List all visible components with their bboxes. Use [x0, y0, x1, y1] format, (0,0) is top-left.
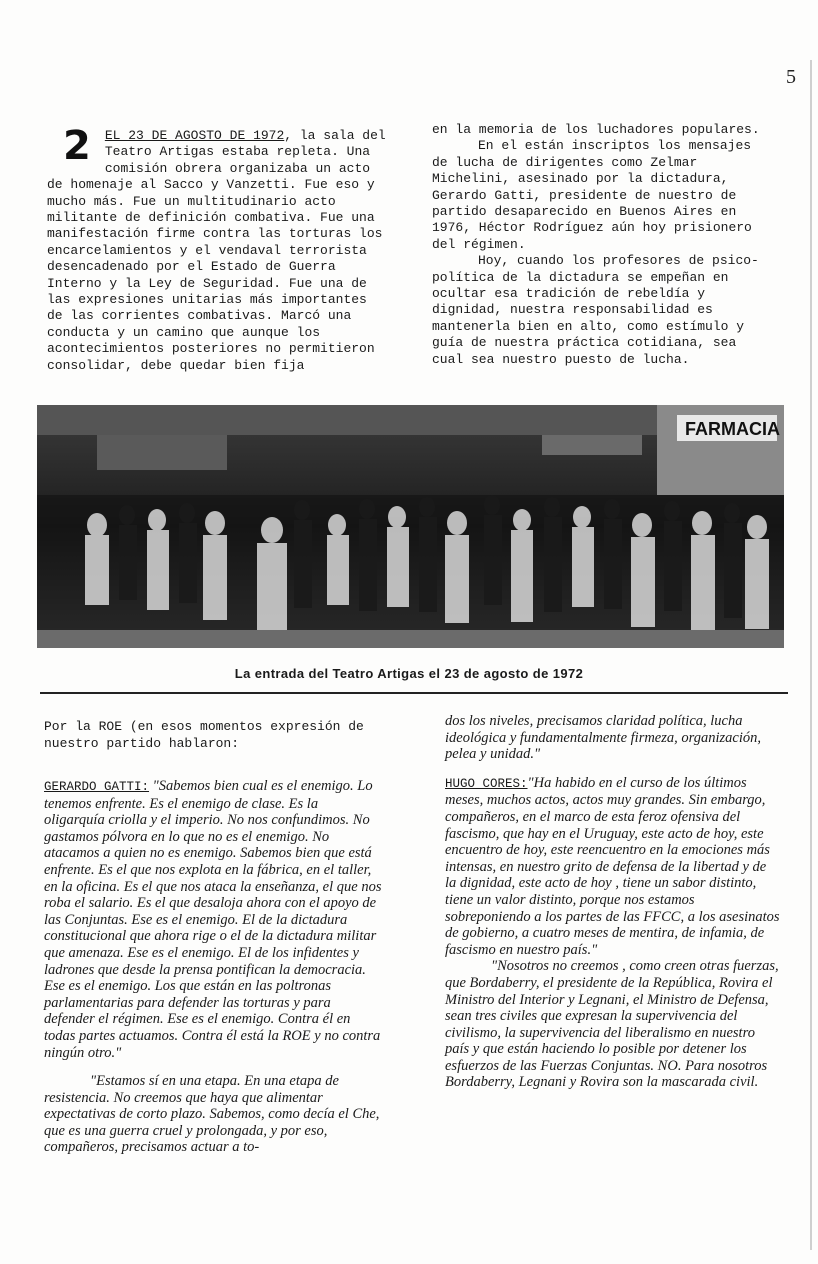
cores-speech: [445, 775, 781, 959]
intro-paragraph: [47, 123, 387, 374]
responsibility-paragraph: Hoy, cuando los profesores de psico-política de la dictadura se empeñan en ocultar esa tradición de rebeldía y dignidad, nuestra responsabilidad es mantenerla bien en alto, como estímulo y guía de nuestra práctica cotidiana, sea cual sea nuestro puesto de lucha.: [432, 253, 759, 367]
date-lead: EL 23 DE AGOSTO DE 1972: [104, 128, 285, 143]
crowd-photo-image: [37, 405, 784, 648]
speaker-cores: HUGO CORES:: [445, 776, 528, 791]
speaker-gatti: GERARDO GATTI:: [44, 780, 150, 794]
crowd-photo: [37, 405, 784, 648]
photo-sign-text: FARMACIA: [685, 419, 780, 439]
gatti-quote-continuation: dos los niveles, precisamos claridad política, lucha ideológica y fundamentalmente firmeza, organización, pelea y unidad.": [445, 713, 761, 763]
intro-column-left: [47, 123, 387, 374]
gatti-quote: "Sabemos bien cual es el enemigo. Lo tenemos enfrente. Es el enemigo de clase. Es la oligarquía criolla y el imperio. No nos confundimos. No gastamos pólvora en lo que no es el enemigo. No atacamos a quien no es enemigo. Sabemos bien que está enfrente. Es el que nos explota en la fábrica, en el taller, en la oficina. Es el que nos ataca la enseñanza, el que nos roba el salario. Es el que desaloja ahora con el apoyo de las Conjuntas. Ese es el enemigo. El de la dictadura constitucional que ahora rige o el de la dictadura militar que amenaza. Ese es el enemigo. El de los infidentes y ladrones que desde la prensa pontifican la democracia. Ese es el enemigo. Los que están en las poltronas parlamentarias para defender las torturas y para defender el régimen. Ese es el enemigo. Contra él en todas partes actuamos. Contra él está la ROE y no contra ningún otro.": [44, 778, 382, 1061]
section-number: 2: [63, 123, 91, 169]
intro-continuation: en la memoria de los luchadores populares.: [432, 122, 760, 137]
gatti-quote-stage: "Estamos sí en una etapa. En una etapa de resistencia. No creemos que haya que alimentar expectativas de corto plazo. Sabemos, como decía el Che, que es una guerra cruel y prolongada, y por eso, compañeros, precisamos actuar a to-: [44, 1073, 380, 1156]
page-number: 5: [786, 66, 796, 88]
horizontal-rule: [40, 692, 788, 694]
cores-quote: "Ha habido en el curso de los últimos meses, muchos actos, actos muy grandes. Sin embargo, compañeros, en el marco de esta feroz ofensiva del fascismo, que hay en el Uruguay, este acto de hoy, este encuentro de hoy, este reencuentro en la emociones más intensas, en nuestro grito de defensa de la libertad y de la dignidad, este acto de hoy , tiene un sabor distinto, tiene un valor distinto, porque nos estamos sobreponiendo a los partes de las FFCC, a los asesinatos de gobierno, a cuatro meses de mentira, de infamia, de fascismo en nuestro país.": [445, 774, 780, 958]
speeches-column-right: [445, 713, 781, 1091]
gatti-speech: [44, 778, 382, 1061]
intro-column-right: [432, 122, 774, 368]
photo-caption: La entrada del Teatro Artigas el 23 de agosto de 1972: [234, 666, 584, 681]
intro-text: , la sala del Teatro Artigas estaba repleta. Una comisión obrera organizaba un acto de homenaje al Sacco y Vanzetti. Fue eso y mucho más. Fue un multitudinario acto militante de definición combativa. Fue una manifestación firme contra las torturas los encarcelamientos y el vendaval terrorista desencadenado por el Estado de Guerra Interno y la Ley de Seguridad. Fue una de las expresiones unitarias más importantes de las corrientes combativas. Marcó una conducta y un camino que aunque los acontecimientos posteriores no permitieron consolidar, debe quedar bien fija: [47, 128, 386, 373]
cores-quote-civil: "Nosotros no creemos , como creen otras fuerzas, que Bordaberry, el presidente de la República, Rovira el Ministro del Interior y Legnani, el Ministro de Defensa, sean tres civiles que expresan la supervivencia del civilismo, la supervivencia del liberalismo en nuestro país y que están haciendo lo posible por detener los esfuerzos de las Fuerzas Conjuntas. NO. Para nosotros Bordaberry, Legnani y Rovira son la mascarada civil.: [445, 958, 779, 1091]
page-edge-shadow: [810, 60, 812, 1250]
speeches-column-left: [44, 718, 382, 1156]
speakers-intro: Por la ROE (en esos momentos expresión de nuestro partido hablaron:: [44, 719, 364, 751]
inscribed-messages-paragraph: En el están inscriptos los mensajes de lucha de dirigentes como Zelmar Michelini, asesinado por la dictadura, Gerardo Gatti, presidente de nuestro de partido desaparecido en Buenos Aires en 1976, Héctor Rodríguez aún hoy prisionero del régimen.: [432, 138, 752, 252]
